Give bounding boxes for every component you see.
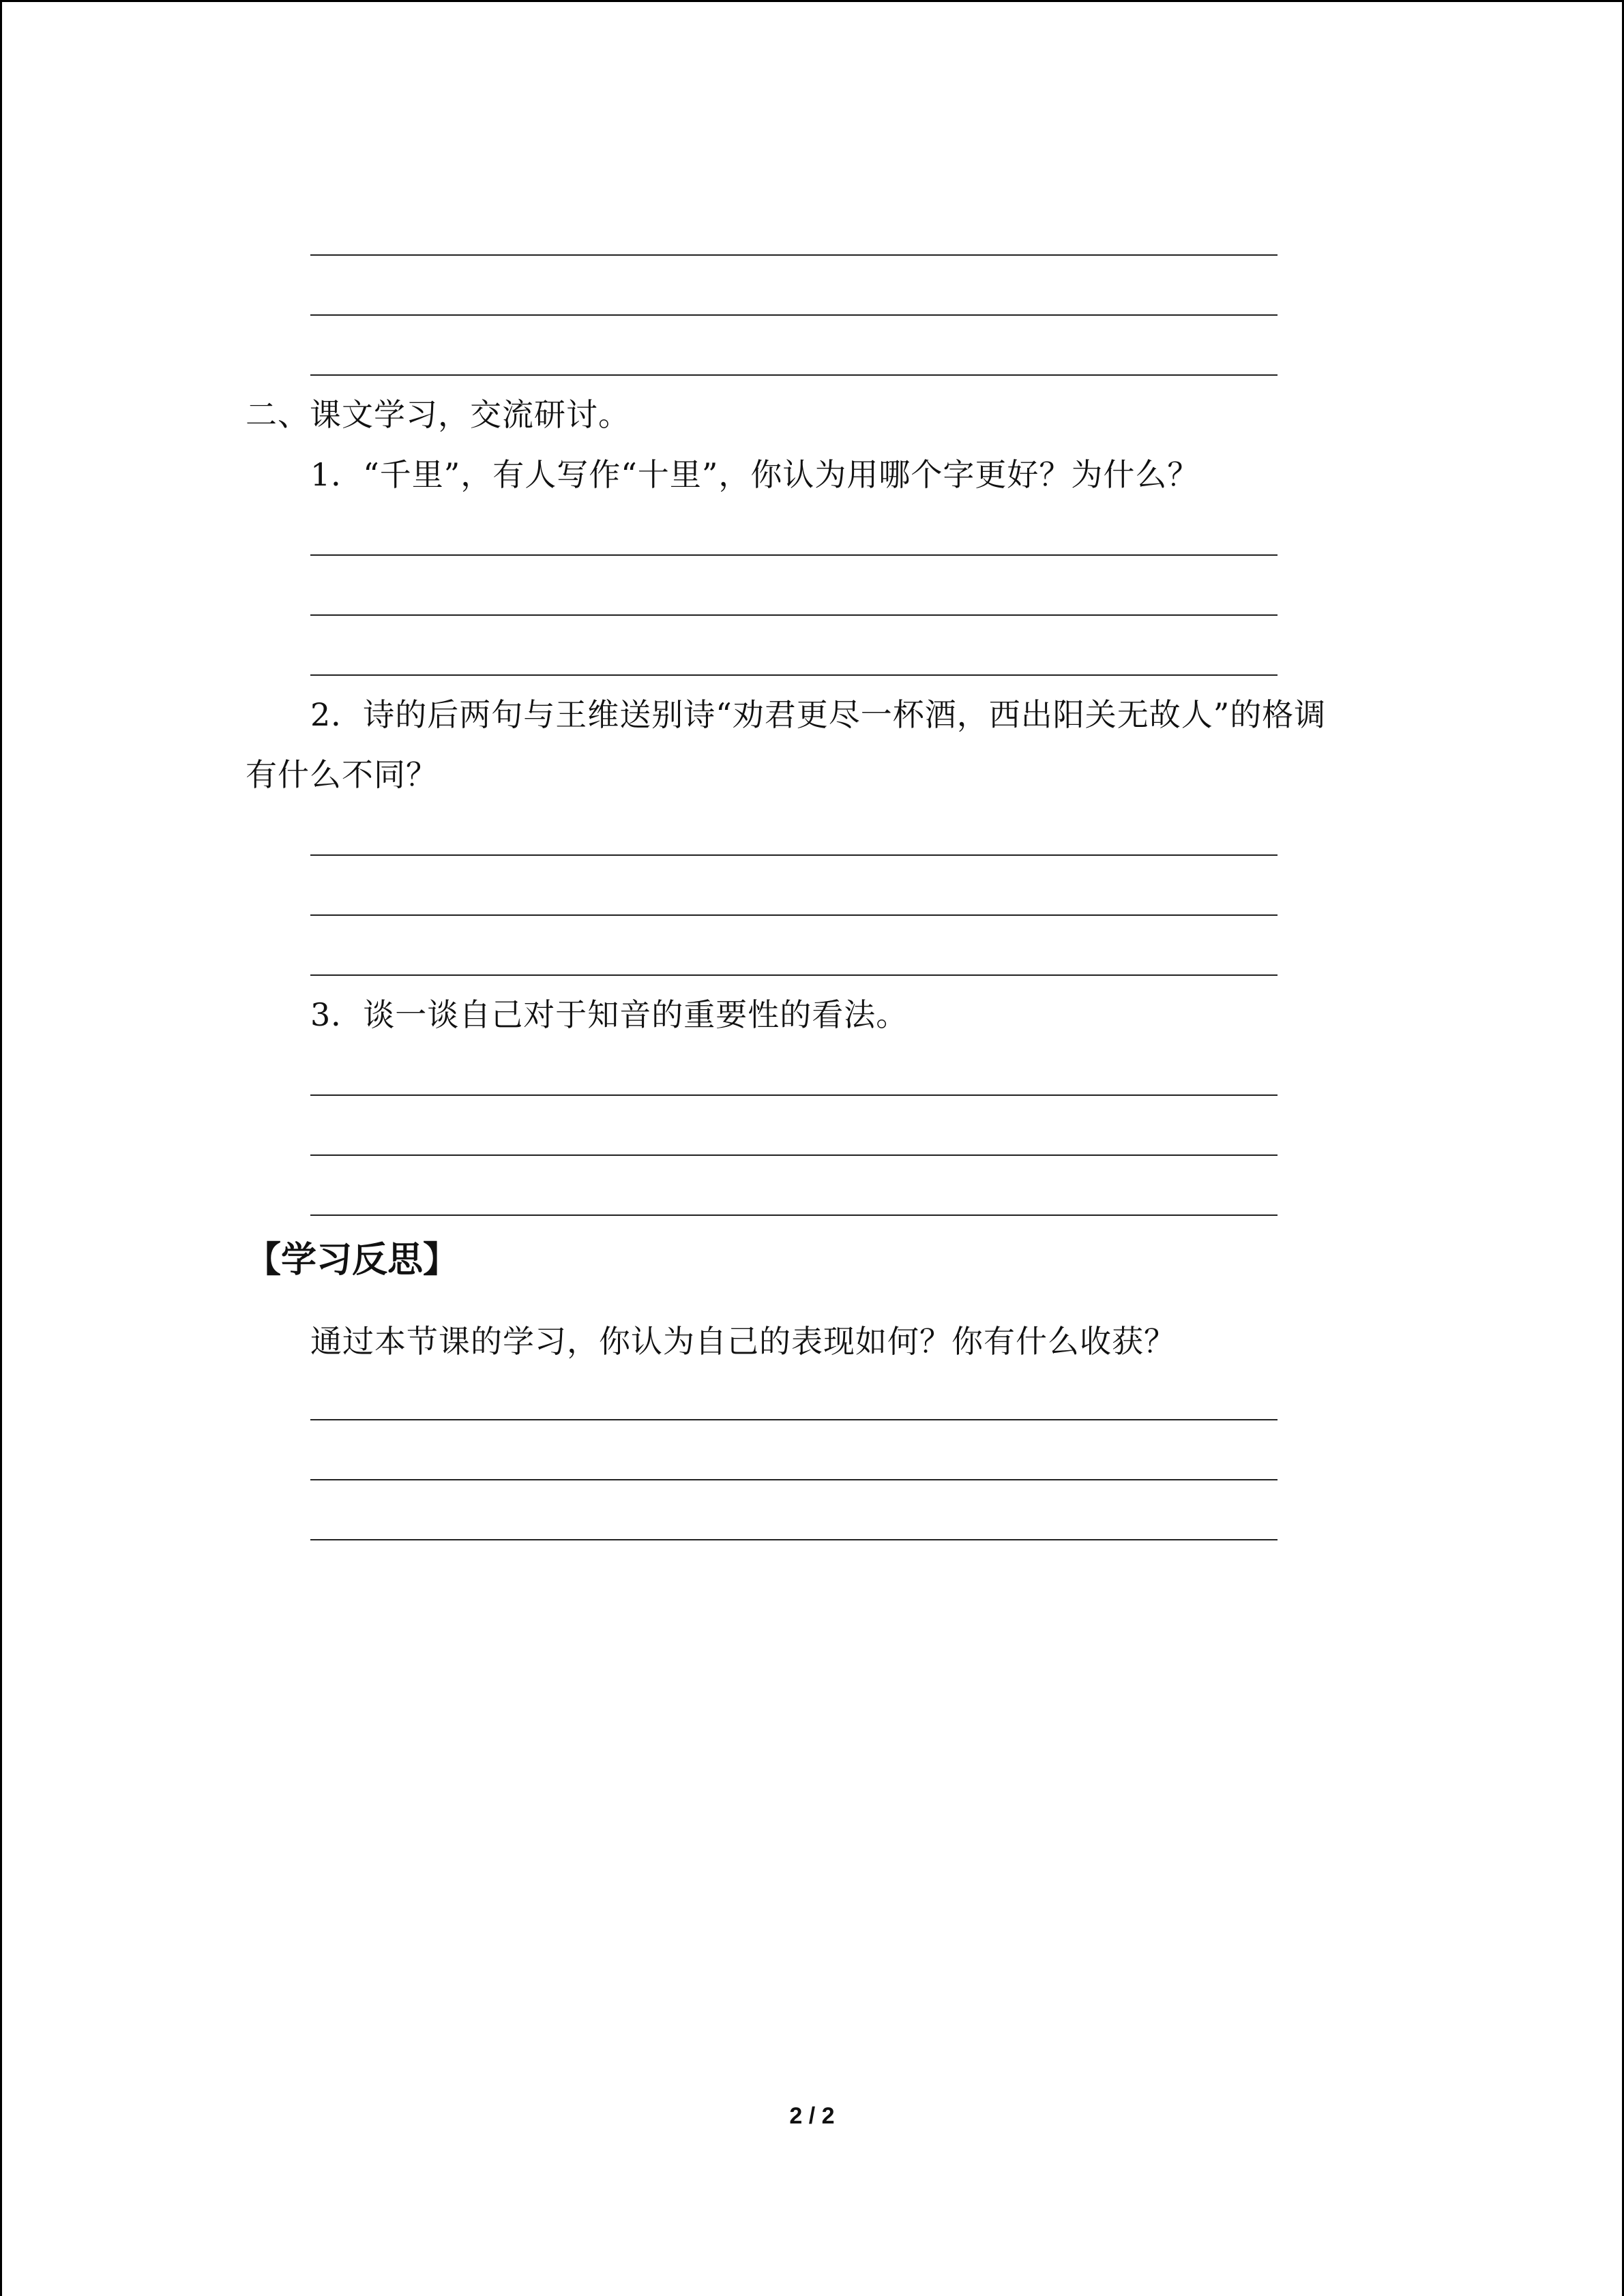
answer-line[interactable] [310,374,1278,376]
reflection-prompt: 通过本节课的学习，你认为自己的表现如何？你有什么收获？ [310,1323,1176,1360]
answer-line[interactable] [310,1154,1278,1156]
answer-line[interactable] [310,1479,1278,1480]
answer-line[interactable] [310,1214,1278,1216]
section-title: 二、课文学习，交流研讨。 [246,396,630,433]
answer-line[interactable] [310,674,1278,676]
reflection-heading: 【学习反思】 [246,1240,459,1281]
answer-line[interactable] [310,1539,1278,1540]
answer-line[interactable] [310,314,1278,316]
question-1: 1．“千里”，有人写作“十里”，你认为用哪个字更好？为什么？ [310,456,1200,493]
question-2-line-1: 2．诗的后两句与王维送别诗“劝君更尽一杯酒，西出阳关无故人”的格调 [310,696,1327,733]
question-2-line-2: 有什么不同？ [246,756,438,793]
answer-line[interactable] [310,914,1278,916]
answer-line[interactable] [310,554,1278,556]
answer-line[interactable] [310,1094,1278,1096]
answer-line[interactable] [310,614,1278,616]
page-number: 2 / 2 [789,2103,835,2129]
answer-line[interactable] [310,974,1278,976]
answer-line[interactable] [310,854,1278,856]
question-3: 3．谈一谈自己对于知音的重要性的看法。 [310,996,909,1033]
answer-line[interactable] [310,254,1278,256]
answer-line[interactable] [310,1419,1278,1420]
